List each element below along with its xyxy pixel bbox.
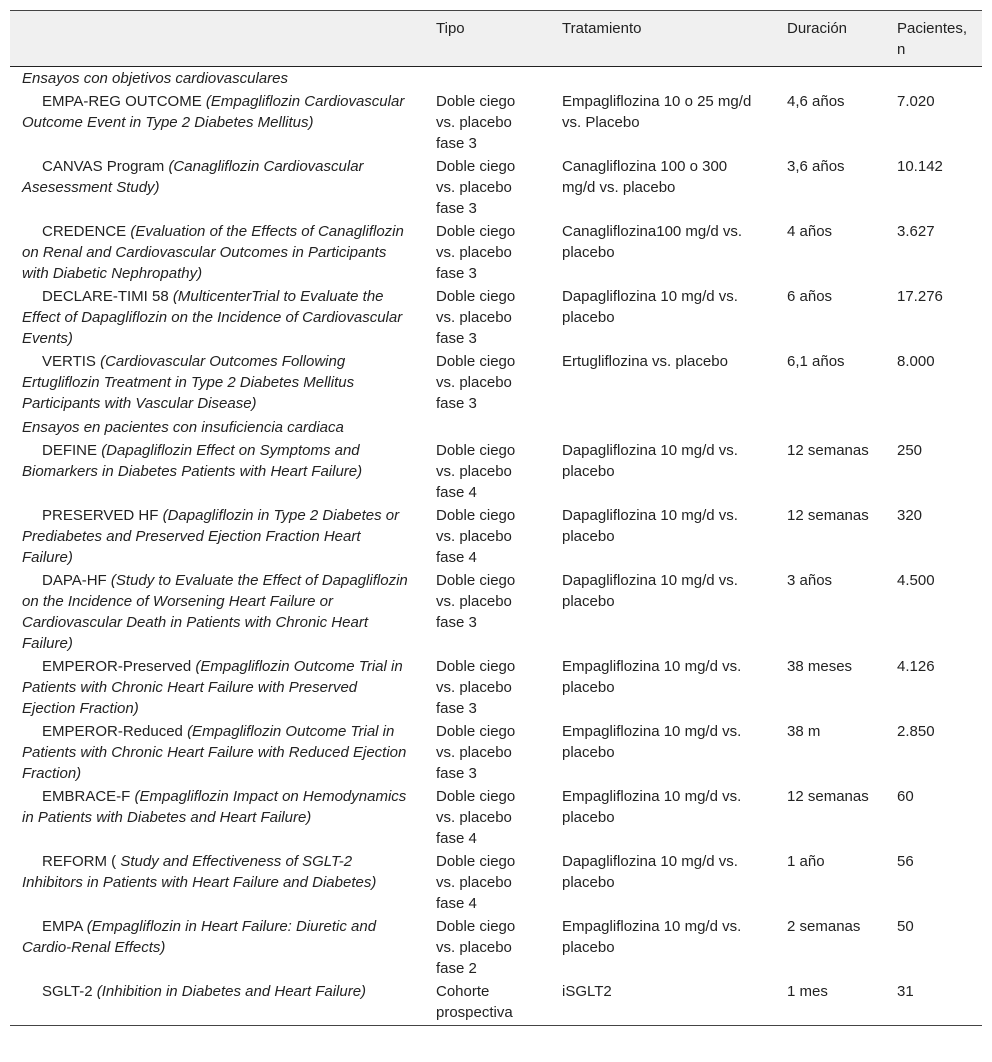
tratamiento-cell: Dapagliflozina 10 mg/d vs. placebo (562, 507, 738, 545)
tipo-cell: Doble ciego vs. placebo fase 3 (436, 158, 516, 217)
study-acronym: SGLT-2 (42, 983, 93, 1000)
tratamiento-cell: Ertugliflozina vs. placebo (562, 353, 728, 370)
study-fullname: (Evaluation of the Effects of Canagliflozin on Renal and Cardiovascular Outcomes in Participants with Diabetic Nephropathy) (22, 223, 404, 282)
study-fullname: (Empagliflozin in Heart Failure: Diuretic and Cardio-Renal Effects) (22, 918, 377, 956)
tratamiento-cell: Dapagliflozina 10 mg/d vs. placebo (562, 442, 738, 480)
study-cell (10, 440, 424, 505)
study-fullname: (Empagliflozin Outcome Trial in Patients with Chronic Heart Failure with Reduced Ejection Fraction) (22, 723, 407, 782)
table-row (10, 786, 982, 851)
pacientes-cell: 31 (885, 981, 982, 1026)
tratamiento-cell: Dapagliflozina 10 mg/d vs. placebo (562, 288, 738, 326)
study-fullname: (Empagliflozin Outcome Trial in Patients with Chronic Heart Failure with Preserved Ejection Fraction) (22, 658, 403, 717)
table-row (10, 721, 982, 786)
study-fullname: (Study to Evaluate the Effect of Dapagliflozin on the Incidence of Worsening Heart Failure or Cardiovascular Death in Patients with Chronic Heart Failure) (22, 572, 408, 652)
duracion-cell: 12 semanas (787, 788, 869, 805)
study-fullname: (Cardiovascular Outcomes Following Ertugliflozin Treatment in Type 2 Diabetes Mellitus Participants with Vascular Disease) (22, 353, 355, 412)
study-fullname: (Canagliflozin Cardiovascular Asesessment Study) (22, 158, 364, 196)
pacientes-cell: 17.276 (897, 288, 943, 305)
pacientes-cell: 56 (897, 853, 914, 870)
table-row (10, 570, 982, 656)
table-row (10, 221, 982, 286)
tipo-cell: Doble ciego vs. placebo fase 3 (436, 93, 516, 152)
study-fullname: (Dapagliflozin in Type 2 Diabetes or Prediabetes and Preserved Ejection Fraction Heart Failure) (22, 507, 400, 566)
study-cell (10, 156, 424, 221)
duracion-cell: 2 semanas (787, 918, 861, 935)
study-acronym: EMPEROR-Reduced (42, 723, 183, 740)
trials-table (10, 10, 982, 1026)
table-row (10, 916, 982, 981)
study-cell (10, 851, 424, 916)
duracion-cell: 3 años (787, 572, 833, 589)
tratamiento-cell: Canagliflozina100 mg/d vs. placebo (562, 223, 743, 261)
tratamiento-cell: Empagliflozina 10 mg/d vs. placebo (562, 918, 742, 956)
header-duracion: Duración (775, 11, 885, 67)
table-row (10, 91, 982, 156)
tratamiento-cell: iSGLT2 (550, 981, 775, 1026)
tipo-cell: Doble ciego vs. placebo fase 4 (436, 507, 516, 566)
study-acronym: VERTIS (42, 353, 96, 370)
pacientes-cell: 320 (897, 507, 923, 524)
tipo-cell: Doble ciego vs. placebo fase 4 (436, 442, 516, 501)
study-acronym: EMPEROR-Preserved (42, 658, 192, 675)
header-tratamiento: Tratamiento (550, 11, 775, 67)
study-cell (10, 505, 424, 570)
section-row (10, 416, 982, 440)
tipo-cell: Doble ciego vs. placebo fase 3 (436, 658, 516, 717)
study-cell (10, 916, 424, 981)
pacientes-cell: 250 (897, 442, 923, 459)
study-acronym: EMPA (42, 918, 83, 935)
study-cell (10, 786, 424, 851)
table-row (10, 851, 982, 916)
study-cell (10, 286, 424, 351)
study-fullname: (Empagliflozin Impact on Hemodynamics in Patients with Diabetes and Heart Failure) (22, 788, 407, 826)
tratamiento-cell: Canagliflozina 100 o 300 mg/d vs. placebo (562, 158, 728, 196)
tipo-cell: Doble ciego vs. placebo fase 3 (436, 223, 516, 282)
section-title: Ensayos en pacientes con insuficiencia cardiaca (22, 419, 344, 436)
duracion-cell: 6 años (787, 288, 833, 305)
study-fullname: (MulticenterTrial to Evaluate the Effect of Dapagliflozin on the Incidence of Cardiovascular Events) (22, 288, 403, 347)
duracion-cell: 12 semanas (787, 507, 869, 524)
pacientes-cell: 8.000 (897, 353, 935, 370)
study-acronym: EMBRACE-F (42, 788, 131, 805)
study-acronym: REFORM ( (42, 853, 117, 870)
study-acronym: CREDENCE (42, 223, 127, 240)
duracion-cell: 1 año (787, 853, 825, 870)
section-title: Ensayos con objetivos cardiovasculares (22, 70, 288, 87)
study-acronym: DAPA-HF (42, 572, 107, 589)
tipo-cell: Doble ciego vs. placebo fase 3 (436, 572, 516, 631)
study-cell (10, 656, 424, 721)
tipo-cell: Doble ciego vs. placebo fase 4 (436, 853, 516, 912)
pacientes-cell: 10.142 (897, 158, 943, 175)
pacientes-cell: 50 (897, 918, 914, 935)
tratamiento-cell: Empagliflozina 10 o 25 mg/d vs. Placebo (562, 93, 752, 131)
study-cell (10, 570, 424, 656)
duracion-cell: 4 años (787, 223, 833, 240)
duracion-cell: 38 meses (787, 658, 853, 675)
duracion-cell: 4,6 años (787, 93, 845, 110)
study-acronym: DECLARE-TIMI 58 (42, 288, 169, 305)
pacientes-cell: 4.126 (897, 658, 935, 675)
table-row (10, 286, 982, 351)
study-cell (10, 91, 424, 156)
table-row (10, 351, 982, 416)
duracion-cell: 12 semanas (787, 442, 869, 459)
table-row (10, 156, 982, 221)
table-row (10, 656, 982, 721)
tipo-cell: Doble ciego vs. placebo fase 3 (436, 723, 516, 782)
duracion-cell: 38 m (787, 723, 821, 740)
section-row (10, 67, 982, 92)
study-cell (10, 981, 424, 1026)
pacientes-cell: 4.500 (897, 572, 935, 589)
tipo-cell: Doble ciego vs. placebo fase 3 (436, 288, 516, 347)
table-row (10, 440, 982, 505)
header-row (10, 11, 982, 67)
tratamiento-cell: Dapagliflozina 10 mg/d vs. placebo (562, 853, 738, 891)
study-fullname: (Empagliflozin Cardiovascular Outcome Event in Type 2 Diabetes Mellitus) (22, 93, 405, 131)
duracion-cell: 1 mes (775, 981, 885, 1026)
study-fullname: Study and Effectiveness of SGLT-2 Inhibitors in Patients with Heart Failure and Diabetes) (22, 853, 377, 891)
table-row (10, 981, 982, 1026)
pacientes-cell: 60 (897, 788, 914, 805)
study-acronym: CANVAS Program (42, 158, 165, 175)
tipo-cell: Doble ciego vs. placebo fase 4 (436, 788, 516, 847)
pacientes-cell: 3.627 (897, 223, 935, 240)
study-acronym: DEFINE (42, 442, 98, 459)
pacientes-cell: 2.850 (897, 723, 935, 740)
study-cell (10, 351, 424, 416)
tipo-cell: Cohorte prospectiva (424, 981, 550, 1026)
pacientes-cell: 7.020 (897, 93, 935, 110)
study-cell (10, 221, 424, 286)
header-study (10, 11, 424, 67)
tipo-cell: Doble ciego vs. placebo fase 2 (436, 918, 516, 977)
duracion-cell: 6,1 años (787, 353, 845, 370)
duracion-cell: 3,6 años (787, 158, 845, 175)
tratamiento-cell: Empagliflozina 10 mg/d vs. placebo (562, 788, 742, 826)
study-cell (10, 721, 424, 786)
study-acronym: EMPA-REG OUTCOME (42, 93, 202, 110)
tratamiento-cell: Empagliflozina 10 mg/d vs. placebo (562, 658, 742, 696)
study-acronym: PRESERVED HF (42, 507, 159, 524)
tratamiento-cell: Dapagliflozina 10 mg/d vs. placebo (562, 572, 738, 610)
header-tipo: Tipo (424, 11, 550, 67)
tipo-cell: Doble ciego vs. placebo fase 3 (436, 353, 516, 412)
study-fullname: (Inhibition in Diabetes and Heart Failure) (96, 983, 367, 1000)
tratamiento-cell: Empagliflozina 10 mg/d vs. placebo (562, 723, 742, 761)
header-pacientes: Pacientes, n (885, 11, 982, 67)
table-row (10, 505, 982, 570)
study-fullname: (Dapagliflozin Effect on Symptoms and Biomarkers in Diabetes Patients with Heart Failure) (22, 442, 363, 480)
